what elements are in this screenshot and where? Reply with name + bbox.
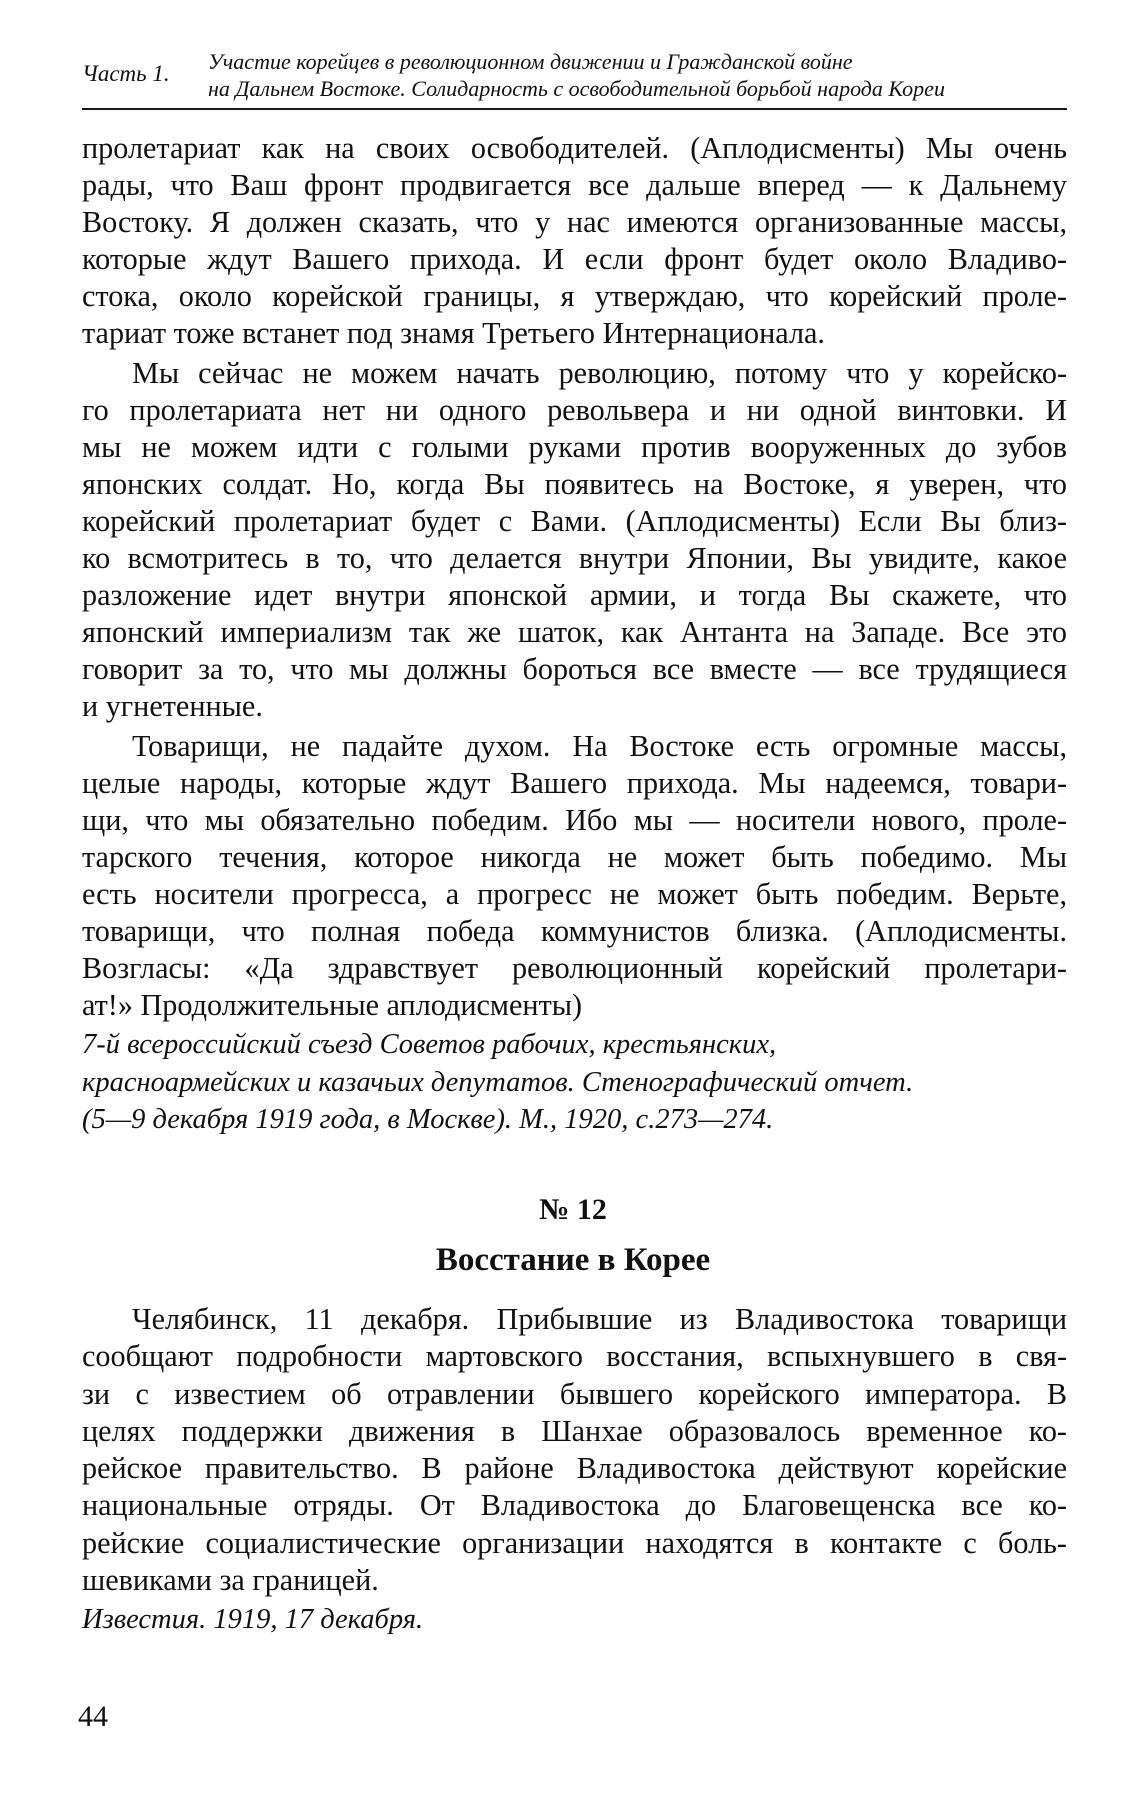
header-part-label: Часть 1. bbox=[82, 61, 170, 86]
text-line: сообщают подробности мартовского восстания, вспыхнувшего в свя- bbox=[82, 1339, 1067, 1374]
document-number: № 12 bbox=[539, 1193, 607, 1226]
text-line: японский империализм так же шаток, как Антанта на Западе. Все это bbox=[82, 615, 1067, 650]
text-line: ко всмотритесь в то, что делается внутри Японии, Вы увидите, какое bbox=[82, 541, 1067, 576]
document-paragraph-1 bbox=[82, 1301, 1067, 1599]
text-line: которые ждут Вашего прихода. И если фронт будет около Владиво- bbox=[82, 242, 1067, 277]
text-line: Челябинск, 11 декабря. Прибывшие из Владивостока товарищи bbox=[132, 1302, 1067, 1336]
text-line: целые народы, которые ждут Вашего прихода. Мы надеемся, товари- bbox=[82, 765, 1067, 800]
document-source-citation: Известия. 1919, 17 декабря. bbox=[82, 1604, 424, 1636]
text-line: Товарищи, не падайте духом. На Востоке есть огромные массы, bbox=[132, 728, 1067, 763]
speech-text bbox=[82, 130, 1067, 1139]
text-line: Возгласы: «Да здравствует революционный корейский пролетари- bbox=[82, 951, 1067, 986]
running-header bbox=[82, 46, 1067, 110]
text-line: говорит за то, что мы должны бороться все вместе — все трудящиеся bbox=[82, 652, 1067, 687]
document-title: Восстание в Корее bbox=[435, 1242, 711, 1278]
speech-paragraph-3 bbox=[82, 728, 1067, 1025]
text-line: зи с известием об отравлении бывшего корейского императора. В bbox=[82, 1376, 1067, 1411]
text-line: стока, около корейской границы, я утверждаю, что корейский проле- bbox=[82, 279, 1067, 314]
speech-source-citation bbox=[82, 1026, 1067, 1139]
text-line: щи, что мы обязательно победим. Ибо мы — носители нового, проле- bbox=[82, 802, 1067, 837]
text-line: тарского течения, которое никогда не может быть победимо. Мы bbox=[82, 839, 1067, 874]
text-line: национальные отряды. От Владивостока до Благовещенска все ко- bbox=[82, 1488, 1067, 1523]
source-line: (5—9 декабря 1919 года, в Москве). М., 1920, с.273—274. bbox=[82, 1104, 774, 1136]
header-title bbox=[208, 48, 945, 102]
text-line: Востоку. Я должен сказать, что у нас имеются организованные массы, bbox=[82, 205, 1067, 240]
text-line: рейское правительство. В районе Владивостока действуют корейские bbox=[82, 1451, 1067, 1486]
header-title-line-1: Участие корейцев в революционном движении и Гражданской войне bbox=[208, 49, 853, 74]
text-line: рады, что Ваш фронт продвигается все дальше вперед — к Дальнему bbox=[82, 168, 1067, 203]
text-line: корейский пролетариат будет с Вами. (Аплодисменты) Если Вы близ- bbox=[82, 503, 1067, 538]
text-line: го пролетариата нет ни одного револьвера и ни одной винтовки. И bbox=[82, 392, 1067, 427]
text-line: мы не можем идти с голыми руками против вооруженных до зубов bbox=[82, 429, 1067, 464]
speech-paragraph-1 bbox=[82, 130, 1067, 353]
text-line: товарищи, что полная победа коммунистов близка. (Аплодисменты. bbox=[82, 913, 1067, 948]
text-line: тариат тоже встанет под знамя Третьего Интернационала. bbox=[82, 316, 825, 351]
text-line: ат!» Продолжительные аплодисменты) bbox=[82, 988, 583, 1023]
header-title-line-2: на Дальнем Востоке. Солидарность с освободительной борьбой народа Кореи bbox=[208, 76, 945, 101]
text-line: пролетариат как на своих освободителей. (Аплодисменты) Мы очень bbox=[82, 131, 1067, 165]
text-line: рейские социалистические организации находятся в контакте с боль- bbox=[82, 1525, 1067, 1560]
source-line: красноармейских и казачьих депутатов. Стенографический отчет. bbox=[82, 1066, 914, 1098]
text-line: и угнетенные. bbox=[82, 689, 263, 724]
text-line: японских солдат. Но, когда Вы появитесь на Востоке, я уверен, что bbox=[82, 466, 1067, 501]
speech-paragraph-2 bbox=[82, 355, 1067, 726]
source-line: 7-й всероссийский съезд Советов рабочих, крестьянских, bbox=[82, 1029, 777, 1061]
text-line: есть носители прогресса, а прогресс не может быть победим. Верьте, bbox=[82, 876, 1067, 911]
page-number: 44 bbox=[78, 1700, 108, 1733]
text-line: разложение идет внутри японской армии, и тогда Вы скажете, что bbox=[82, 578, 1067, 613]
document-text bbox=[82, 1301, 1067, 1639]
text-line: Мы сейчас не можем начать революцию, потому что у корейско- bbox=[132, 355, 1067, 390]
text-line: целях поддержки движения в Шанхае образовалось временное ко- bbox=[82, 1413, 1067, 1448]
text-line: шевиками за границей. bbox=[82, 1563, 379, 1598]
